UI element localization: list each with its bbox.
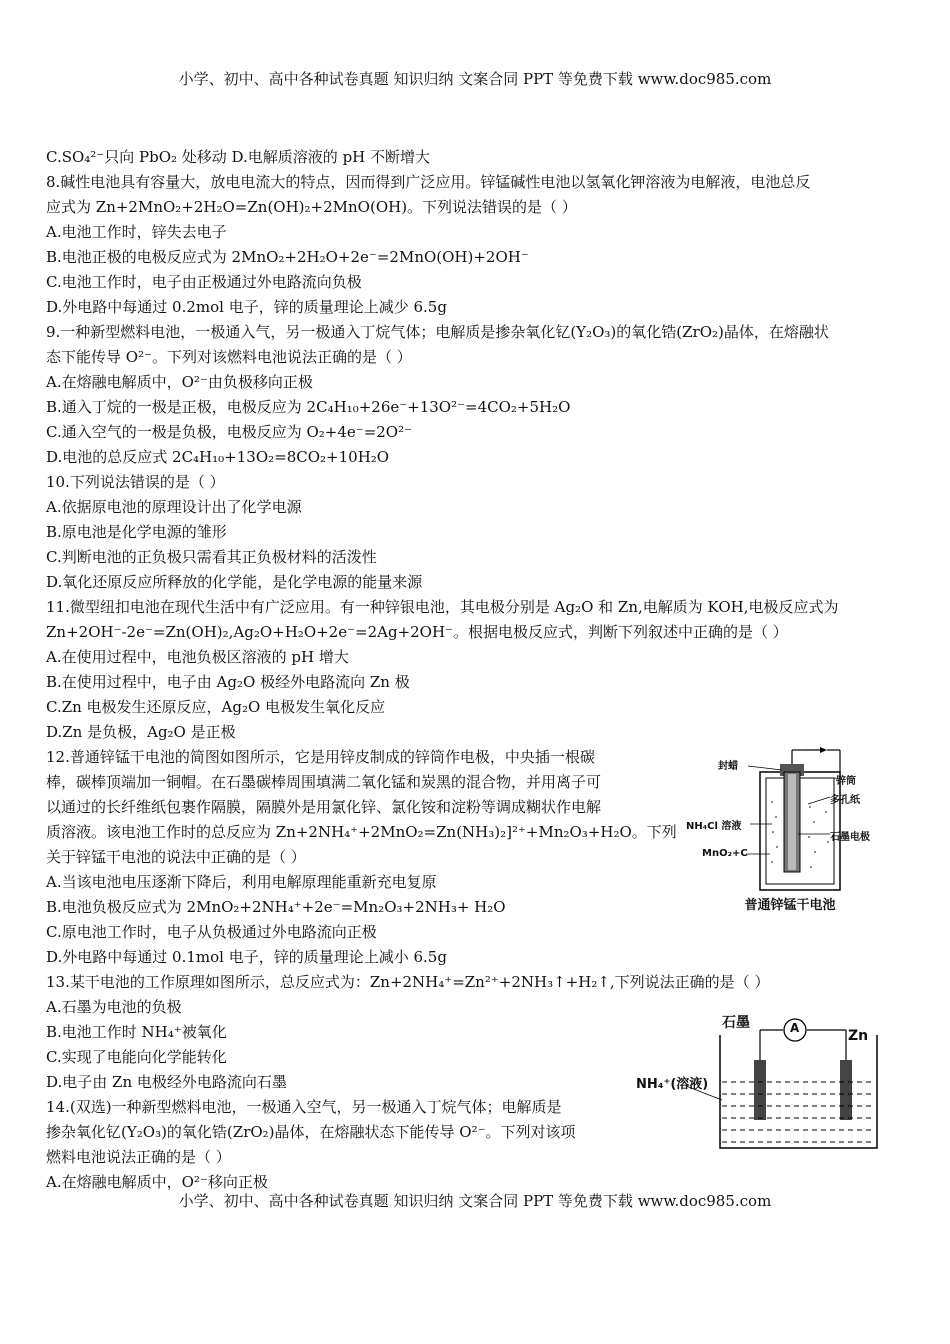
solution-label: NH₄⁺(溶液) bbox=[636, 1077, 709, 1092]
text-line: 关于锌锰干电池的说法中正确的是（ ） bbox=[46, 848, 306, 866]
text-line: B.电池正极的电极反应式为 2MnO₂+2H₂O+2e⁻=2MnO(OH)+2OH⁻ bbox=[46, 248, 529, 266]
text-line: D.外电路中每通过 0.1mol 电子，锌的质量理论上减小 6.5g bbox=[46, 948, 447, 966]
text-line: 9.一种新型燃料电池，一极通入气，另一极通入丁烷气体；电解质是掺杂氧化钇(Y₂O₃)的氧化锆(ZrO₂)晶体，在熔融状 bbox=[46, 323, 829, 341]
ammeter-label: A bbox=[790, 1021, 800, 1035]
zn-label: Zn bbox=[848, 1028, 869, 1044]
text-line: 应式为 Zn+2MnO₂+2H₂O=Zn(OH)₂+2MnO(OH)。下列说法错误的是（ ） bbox=[46, 198, 577, 216]
text-line: C.原电池工作时，电子从负极通过外电路流向正极 bbox=[46, 923, 377, 941]
text-line: 12.普通锌锰干电池的简图如图所示，它是用锌皮制成的锌筒作电极，中央插一根碳 bbox=[46, 748, 595, 766]
text-line: 燃料电池说法正确的是（ ） bbox=[46, 1148, 231, 1166]
porous-paper-label: 多孔纸 bbox=[830, 795, 860, 806]
text-line: A.在使用过程中，电池负极区溶液的 pH 增大 bbox=[46, 648, 349, 666]
text-line: Zn+2OH⁻-2e⁻=Zn(OH)₂,Ag₂O+H₂O+2e⁻=2Ag+2OH⁻。根据电极反应式，判断下列叙述中正确的是（ ） bbox=[46, 623, 788, 641]
text-line: B.通入丁烷的一极是正极，电极反应为 2C₄H₁₀+26e⁻+13O²⁻=4CO₂+5H₂O bbox=[46, 398, 571, 416]
text-line: C.电池工作时，电子由正极通过外电路流向负极 bbox=[46, 273, 362, 291]
graphite-label: 石墨 bbox=[722, 1015, 750, 1031]
text-line: A.依据原电池的原理设计出了化学电源 bbox=[46, 498, 302, 516]
zinc-can-label: 锌筒 bbox=[836, 776, 856, 787]
text-line: 棒，碳棒顶端加一铜帽。在石墨碳棒周围填满二氧化锰和炭黑的混合物，并用离子可 bbox=[46, 773, 602, 791]
dry-cell-caption: 普通锌锰干电池 bbox=[744, 898, 836, 913]
text-line: C.Zn 电极发生还原反应，Ag₂O 电极发生氧化反应 bbox=[46, 698, 386, 716]
text-line: D.氧化还原反应所释放的化学能，是化学电源的能量来源 bbox=[46, 573, 423, 591]
text-line: A.在熔融电解质中，O²⁻由负极移向正极 bbox=[46, 373, 313, 391]
text-line: 13.某干电池的工作原理如图所示，总反应式为：Zn+2NH₄⁺=Zn²⁺+2NH₃↑+H₂↑,下列说法正确的是（ ） bbox=[46, 973, 770, 991]
galvanic-cell-figure bbox=[630, 1010, 880, 1155]
text-line: A.电池工作时，锌失去电子 bbox=[46, 223, 227, 241]
text-line: C.实现了电能向化学能转化 bbox=[46, 1048, 227, 1066]
text-line: C.判断电池的正负极只需看其正负极材料的活泼性 bbox=[46, 548, 377, 566]
graphite-electrode-label: 石墨电极 bbox=[830, 832, 870, 843]
text-line: B.电池工作时 NH₄⁺被氧化 bbox=[46, 1023, 227, 1041]
text-line: B.在使用过程中，电子由 Ag₂O 极经外电路流向 Zn 极 bbox=[46, 673, 410, 691]
mno2-label: MnO₂+C bbox=[702, 848, 748, 859]
text-line: 8.碱性电池具有容量大，放电电流大的特点，因而得到广泛应用。锌锰碱性电池以氢氧化钾溶液为电解液，电池总反 bbox=[46, 173, 811, 191]
text-line: 掺杂氧化钇(Y₂O₃)的氧化锆(ZrO₂)晶体，在熔融状态下能传导 O²⁻。下列对该项 bbox=[46, 1123, 576, 1141]
text-line: D.电子由 Zn 电极经外电路流向石墨 bbox=[46, 1073, 287, 1091]
text-line: 11.微型纽扣电池在现代生活中有广泛应用。有一种锌银电池，其电极分别是 Ag₂O 和 Zn,电解质为 KOH,电极反应式为 bbox=[46, 598, 839, 616]
page-header: 小学、初中、高中各种试卷真题 知识归纳 文案合同 PPT 等免费下载 www.doc985.com bbox=[178, 70, 772, 88]
text-line: A.当该电池电压逐渐下降后，利用电解原理能重新充电复原 bbox=[46, 873, 437, 891]
text-line: B.原电池是化学电源的雏形 bbox=[46, 523, 227, 541]
text-line: A.石墨为电池的负极 bbox=[46, 998, 182, 1016]
text-line: 以通过的长纤维纸包裹作隔膜，隔膜外是用氯化锌、氯化铵和淀粉等调成糊状作电解 bbox=[46, 798, 602, 816]
text-line: D.电池的总反应式 2C₄H₁₀+13O₂=8CO₂+10H₂O bbox=[46, 448, 390, 466]
seal-label: 封蜡 bbox=[718, 761, 738, 772]
text-line: 14.(双选)一种新型燃料电池，一极通入空气，另一极通入丁烷气体；电解质是 bbox=[46, 1098, 562, 1116]
text-line: D.外电路中每通过 0.2mol 电子，锌的质量理论上减少 6.5g bbox=[46, 298, 447, 316]
text-line: A.在熔融电解质中，O²⁻移向正极 bbox=[46, 1173, 268, 1191]
text-line: 态下能传导 O²⁻。下列对该燃料电池说法正确的是（ ） bbox=[46, 348, 412, 366]
dry-cell-figure bbox=[680, 742, 870, 917]
text-line: B.电池负极反应式为 2MnO₂+2NH₄⁺+2e⁻=Mn₂O₃+2NH₃+ H₂O bbox=[46, 898, 506, 916]
text-line: C.SO₄²⁻只向 PbO₂ 处移动 D.电解质溶液的 pH 不断增大 bbox=[46, 148, 431, 166]
text-line: 10.下列说法错误的是（ ） bbox=[46, 473, 225, 491]
text-line: C.通入空气的一极是负极，电极反应为 O₂+4e⁻=2O²⁻ bbox=[46, 423, 413, 441]
page-footer: 小学、初中、高中各种试卷真题 知识归纳 文案合同 PPT 等免费下载 www.doc985.com bbox=[178, 1192, 772, 1210]
text-line: 质溶液。该电池工作时的总反应为 Zn+2NH₄⁺+2MnO₂=Zn(NH₃)₂]²⁺+Mn₂O₃+H₂O。下列 bbox=[46, 823, 677, 841]
nh4cl-label: NH₄Cl 溶液 bbox=[686, 821, 742, 832]
text-line: D.Zn 是负极，Ag₂O 是正极 bbox=[46, 723, 236, 741]
